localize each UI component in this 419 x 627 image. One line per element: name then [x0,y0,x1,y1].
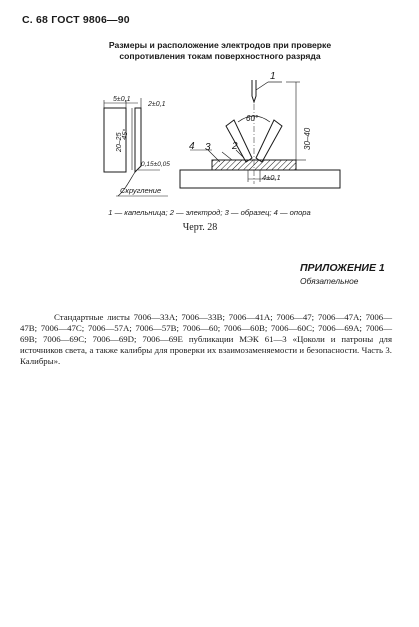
dim-vertical: 20–25 [116,132,123,152]
dim-top-small: 5±0,1 [113,96,131,103]
dim-thickness: 0,15±0,05 [141,161,170,168]
note-rounding: Скругление [120,186,162,195]
height-label: 30–40 [303,127,312,150]
appendix-title: ПРИЛОЖЕНИЕ 1 [300,262,385,274]
page-header: С. 68 ГОСТ 9806—90 [22,14,130,26]
figure-caption: 1 — капельница; 2 — электрод; 3 — образец; 4 — опора [108,208,311,217]
dropper [252,80,256,102]
label-4: 4 [189,141,195,152]
dim-top-right: 2±0,1 [148,101,166,108]
electrode-right [256,120,282,162]
dim-angle-small: 45° [121,128,130,141]
label-3: 3 [205,142,211,153]
electrode-detail [104,98,168,196]
appendix-subtitle: Обязательное [300,276,359,286]
label-1: 1 [270,71,276,82]
sample [212,160,296,170]
angle-label: 60° [246,114,259,123]
gap-label: 4±0,1 [262,173,281,182]
body-paragraph [20,312,392,367]
body-paragraph-text: Стандартные листы 7006—33А; 7006—33В; 7006—41А; 7006—47; 7006—47А; 7006—47В; 7006—47С; 7006—57А; 7006—57В; 7006—60; 7006—60В; 7006—60С; 7006—69А; 7006—69В; 7006—69С; 7006—69D; 7006—69Е публикации МЭК 61—3 «Цоколи и патроны для источников света, а также калибры для проверки их взаимозаменяемости и безопасности. Часть 3. Калибры». [20,312,392,366]
electrode-left [226,120,252,162]
test-setup [180,80,340,188]
figure-title-line-1: Размеры и расположение электродов при проверке [108,40,332,50]
figure-title-line-2: сопротивления токам поверхностного разряда [119,51,321,61]
figure-number: Черт. 28 [182,222,218,233]
label-2: 2 [232,141,238,152]
